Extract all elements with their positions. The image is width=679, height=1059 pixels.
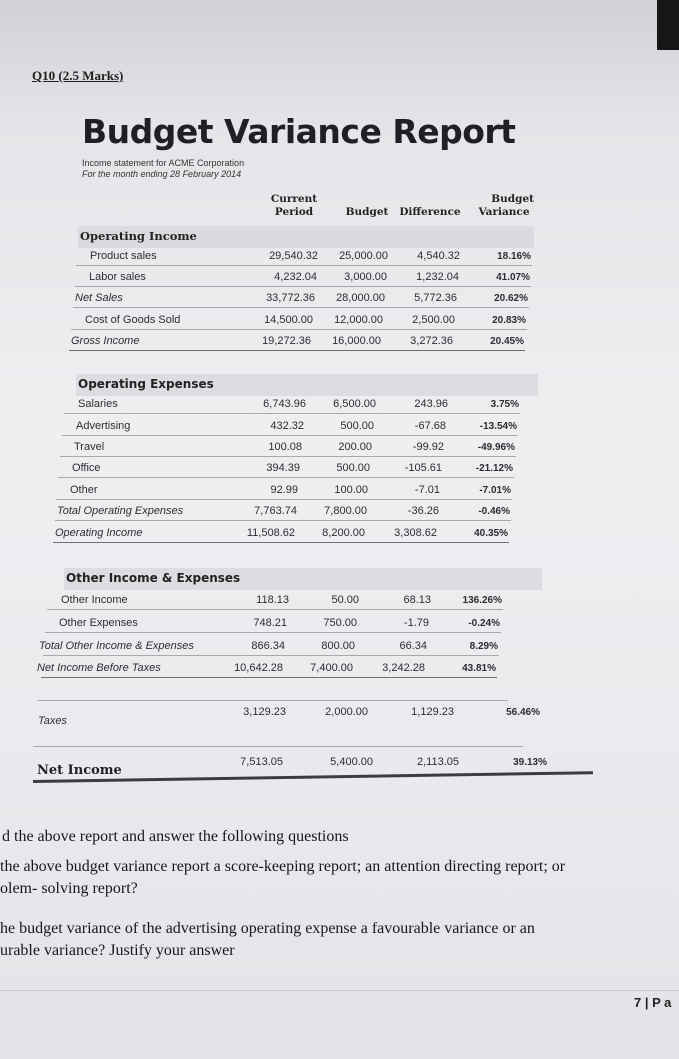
variance-value: 41.07% <box>496 272 530 283</box>
row-label: Advertising <box>76 420 131 432</box>
budget-value: 8,200.00 <box>322 527 365 539</box>
variance-value: 136.26% <box>462 595 502 606</box>
budget-value: 16,000.00 <box>332 335 381 347</box>
current-value: 11,508.62 <box>246 527 295 539</box>
variance-value: -7.01% <box>479 485 511 496</box>
row-divider <box>55 520 511 521</box>
row-label: Other <box>70 484 98 496</box>
row-label: Net Income Before Taxes <box>37 662 161 674</box>
current-value: 14,500.00 <box>264 314 313 326</box>
difference-value: 5,772.36 <box>414 292 457 304</box>
row-divider <box>60 456 516 457</box>
row-label: Other Income <box>61 594 128 606</box>
taxes-difference: 1,129.23 <box>411 706 454 718</box>
variance-value: 20.45% <box>490 336 524 347</box>
difference-value: 3,272.36 <box>410 335 453 347</box>
footer-divider <box>0 990 679 991</box>
row-label: Total Operating Expenses <box>57 505 184 517</box>
budget-value: 500.00 <box>336 462 370 474</box>
row-divider <box>41 677 497 678</box>
row-label: Gross Income <box>71 335 140 347</box>
header-current-period <box>268 193 320 219</box>
difference-value: 66.34 <box>399 640 427 652</box>
current-value: 866.34 <box>251 640 285 652</box>
subtitle-company: Income statement for ACME Corporation <box>82 158 245 168</box>
budget-value: 12,000.00 <box>334 314 383 326</box>
budget-value: 6,500.00 <box>333 398 376 410</box>
difference-value: 3,242.28 <box>382 662 425 674</box>
difference-value: 68.13 <box>403 594 431 606</box>
net-income-top-line <box>33 746 523 747</box>
report-subtitle <box>82 158 244 180</box>
current-value: 92.99 <box>270 484 298 496</box>
question-2-line-2: urable variance? Justify your answer <box>0 942 235 959</box>
row-label: Cost of Goods Sold <box>85 314 181 326</box>
row-label: Labor sales <box>89 271 146 283</box>
current-value: 748.21 <box>253 617 287 629</box>
current-value: 33,772.36 <box>266 292 315 304</box>
variance-value: -13.54% <box>479 421 517 432</box>
current-value: 29,540.32 <box>269 250 318 262</box>
difference-value: -1.79 <box>403 617 429 629</box>
variance-value: 43.81% <box>462 663 496 674</box>
row-divider <box>47 609 503 610</box>
question-1-line-1: the above budget variance report a score-keeping report; an attention directing report; or <box>0 858 566 875</box>
variance-value: 18.16% <box>497 251 531 262</box>
questions-intro: d the above report and answer the following questions <box>2 828 349 845</box>
net-income-budget: 5,400.00 <box>330 756 373 768</box>
budget-value: 750.00 <box>323 617 357 629</box>
difference-value: 4,540.32 <box>417 250 460 262</box>
row-divider <box>53 542 509 543</box>
variance-value: -0.46% <box>478 506 510 517</box>
header-budget-variance <box>474 193 534 219</box>
row-divider <box>62 435 518 436</box>
difference-value: -7.01 <box>414 484 440 496</box>
difference-value: 2,500.00 <box>412 314 455 326</box>
difference-value: -36.26 <box>407 505 439 517</box>
row-label: Travel <box>74 441 105 453</box>
header-difference: Difference <box>399 206 461 218</box>
variance-value: 40.35% <box>474 528 508 539</box>
current-value: 6,743.96 <box>263 398 306 410</box>
section-heading-operating-expenses: Operating Expenses <box>78 377 214 391</box>
variance-value: -0.24% <box>468 618 500 629</box>
row-divider <box>73 307 529 308</box>
row-label: Operating Income <box>55 527 143 539</box>
budget-value: 800.00 <box>321 640 355 652</box>
row-divider <box>58 477 514 478</box>
taxes-budget: 2,000.00 <box>325 706 368 718</box>
subtitle-period: For the month ending 28 February 2014 <box>82 169 242 179</box>
row-label: Net Sales <box>75 292 123 304</box>
question-1-line-2: olem- solving report? <box>0 880 138 897</box>
budget-value: 7,800.00 <box>324 505 367 517</box>
budget-value: 50.00 <box>331 594 359 606</box>
variance-value: 3.75% <box>490 399 519 410</box>
header-variance-line1: Budget <box>491 193 534 205</box>
net-income-variance: 39.13% <box>513 757 547 768</box>
budget-value: 7,400.00 <box>310 662 353 674</box>
section-heading-operating-income: Operating Income <box>80 229 197 243</box>
budget-value: 500.00 <box>340 420 374 432</box>
row-divider <box>75 286 531 287</box>
row-label: Salaries <box>78 398 118 410</box>
net-income-current: 7,513.05 <box>240 756 283 768</box>
page-number: 7 | P a <box>634 995 672 1010</box>
difference-value: -99.92 <box>412 441 444 453</box>
page-edge-shadow <box>657 0 679 50</box>
taxes-top-line <box>38 700 508 701</box>
difference-value: -105.61 <box>404 462 442 474</box>
difference-value: -67.68 <box>414 420 446 432</box>
header-current-line1: Current <box>270 193 318 205</box>
current-value: 100.08 <box>268 441 302 453</box>
taxes-current: 3,129.23 <box>243 706 286 718</box>
row-divider <box>76 265 532 266</box>
row-label: Total Other Income & Expenses <box>39 640 194 652</box>
report-title: Budget Variance Report <box>82 112 516 151</box>
row-divider <box>56 499 512 500</box>
section-heading-other-income: Other Income & Expenses <box>66 571 241 585</box>
difference-value: 1,232.04 <box>416 271 459 283</box>
budget-value: 25,000.00 <box>339 250 388 262</box>
row-divider <box>69 350 525 351</box>
current-value: 432.32 <box>270 420 304 432</box>
taxes-label: Taxes <box>38 715 67 727</box>
header-current-line2: Period <box>274 206 314 218</box>
budget-value: 200.00 <box>338 441 372 453</box>
current-value: 10,642.28 <box>234 662 283 674</box>
variance-value: 20.62% <box>494 293 528 304</box>
budget-value: 28,000.00 <box>336 292 385 304</box>
question-label: Q10 (2.5 Marks) <box>32 68 124 83</box>
budget-value: 100.00 <box>334 484 368 496</box>
current-value: 19,272.36 <box>262 335 311 347</box>
net-income-label: Net Income <box>37 763 122 778</box>
header-budget: Budget <box>345 206 389 218</box>
variance-value: 8.29% <box>469 641 498 652</box>
difference-value: 3,308.62 <box>394 527 437 539</box>
current-value: 7,763.74 <box>254 505 297 517</box>
budget-value: 3,000.00 <box>344 271 387 283</box>
header-variance-line2: Variance <box>478 206 530 218</box>
row-divider <box>71 329 527 330</box>
current-value: 4,232.04 <box>274 271 317 283</box>
taxes-variance: 56.46% <box>506 707 540 718</box>
question-2-line-1: he budget variance of the advertising operating expense a favourable variance or an <box>0 920 535 937</box>
row-label: Other Expenses <box>59 617 138 629</box>
variance-value: 20.83% <box>492 315 526 326</box>
row-label: Office <box>72 462 101 474</box>
row-label: Product sales <box>90 250 157 262</box>
current-value: 394.39 <box>266 462 300 474</box>
current-value: 118.13 <box>256 594 289 606</box>
row-divider <box>43 655 499 656</box>
net-income-difference: 2,113.05 <box>416 756 459 768</box>
row-divider <box>64 413 520 414</box>
difference-value: 243.96 <box>414 398 448 410</box>
variance-value: -49.96% <box>477 442 515 453</box>
variance-value: -21.12% <box>475 463 513 474</box>
row-divider <box>45 632 501 633</box>
